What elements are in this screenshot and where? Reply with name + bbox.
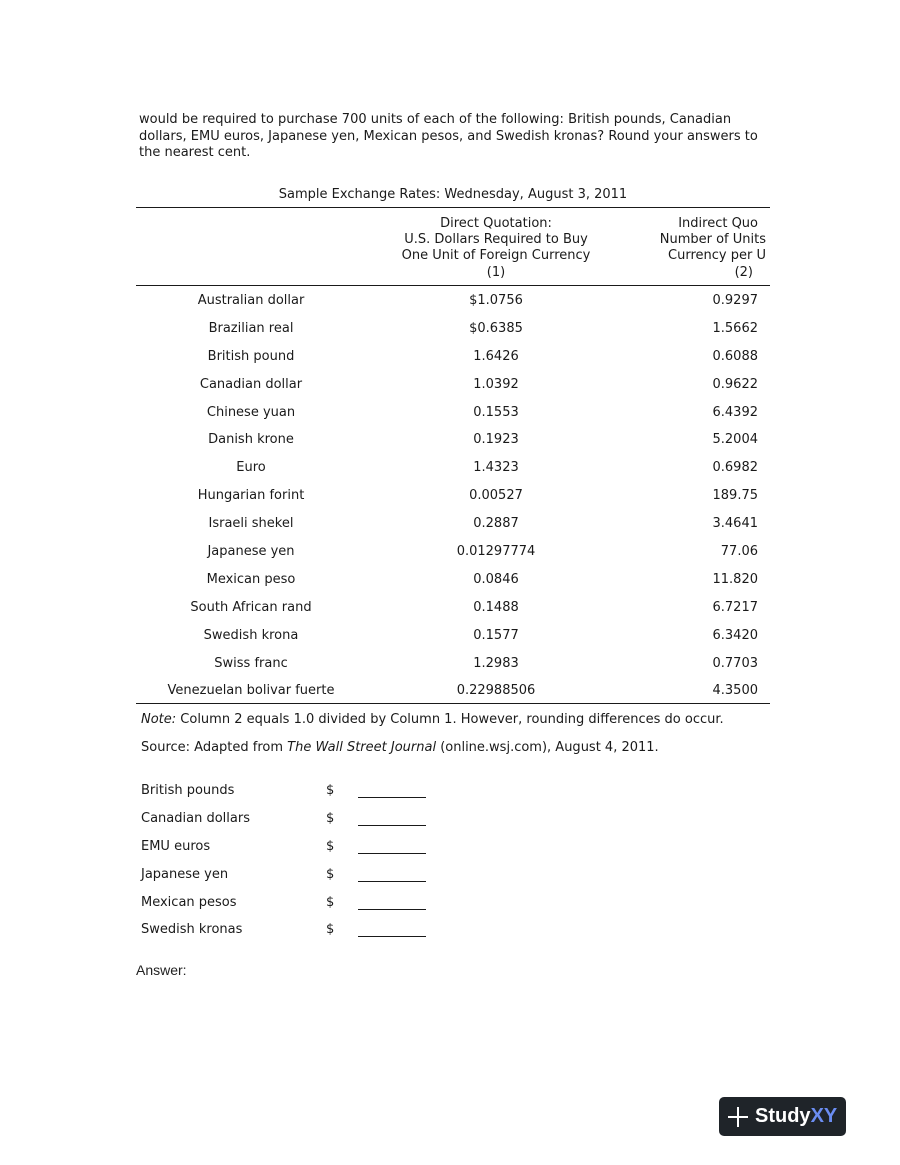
currency-name: Japanese yen	[207, 544, 295, 560]
answer-row-british-pounds	[141, 783, 441, 811]
indirect-header-line: Indirect Quo	[678, 216, 758, 231]
exchange-rate-table	[136, 207, 770, 707]
note-text: Column 2 equals 1.0 divided by Column 1. However, rounding differences do occur.	[176, 712, 724, 727]
answer-blank[interactable]	[358, 909, 426, 910]
indirect-header-line: (2)	[734, 264, 753, 280]
direct-header-line: U.S. Dollars Required to Buy	[404, 232, 588, 248]
table-caption: Sample Exchange Rates: Wednesday, August 3, 2011	[278, 187, 628, 202]
currency-name: Venezuelan bolivar fuerte	[167, 683, 335, 699]
direct-rate: 0.1923	[473, 432, 519, 448]
table-row	[136, 376, 770, 404]
indirect-rate: 1.5662	[712, 320, 758, 336]
answer-blank[interactable]	[358, 797, 426, 798]
direct-rate: 1.6426	[473, 348, 519, 364]
source-suffix: (online.wsj.com), August 4, 2011.	[436, 740, 659, 755]
direct-rate: 1.4323	[473, 460, 519, 476]
answer-label: Mexican pesos	[141, 894, 237, 910]
indirect-rate: 0.6088	[712, 348, 758, 364]
indirect-rate: 189.75	[712, 488, 758, 504]
table-row	[136, 404, 770, 432]
answer-row-swedish-kronas	[141, 922, 441, 950]
indirect-header-line: Currency per U	[668, 248, 766, 264]
direct-rate: $1.0756	[469, 293, 523, 308]
currency-name: Euro	[236, 460, 266, 476]
direct-rate: 0.01297774	[456, 544, 536, 560]
answer-row-japanese-yen	[141, 867, 441, 895]
direct-rate: $0.6385	[469, 320, 523, 336]
question-text: would be required to purchase 700 units of each of the following: British pounds, Canadian dollars, EMU euros, Japanese yen, Mexican pesos, and Swedish kronas? Round your answers to the nearest cent.	[139, 112, 758, 160]
answer-list	[141, 783, 441, 950]
indirect-rate: 77.06	[720, 544, 758, 560]
currency-name: Swedish krona	[203, 627, 299, 643]
plus-icon	[728, 1107, 748, 1127]
answer-blank[interactable]	[358, 881, 426, 882]
answer-row-mexican-pesos	[141, 895, 441, 923]
studyxy-logo[interactable]	[719, 1097, 846, 1136]
direct-header-line: (1)	[486, 264, 506, 280]
currency-name: Hungarian forint	[197, 488, 305, 504]
answer-blank[interactable]	[358, 936, 426, 937]
indirect-rate: 3.4641	[712, 516, 758, 532]
indirect-rate: 0.6982	[712, 460, 758, 476]
source-publication: The Wall Street Journal	[287, 740, 437, 755]
answer-label: Swedish kronas	[141, 922, 243, 938]
direct-quotation-header	[391, 216, 601, 281]
table-row	[136, 571, 770, 599]
currency-name: Canadian dollar	[199, 376, 303, 392]
indirect-rate: 4.3500	[712, 683, 758, 699]
table-row	[136, 320, 770, 348]
currency-name: Swiss franc	[214, 655, 288, 671]
answer-blank[interactable]	[358, 825, 426, 826]
table-note	[141, 712, 724, 727]
dollar-sign: $	[326, 783, 335, 798]
dollar-sign: $	[326, 838, 335, 854]
answer-blank[interactable]	[358, 853, 426, 854]
table-row	[136, 599, 770, 627]
table-row	[136, 627, 770, 655]
dollar-sign: $	[326, 866, 335, 882]
direct-header-line: One Unit of Foreign Currency	[401, 248, 591, 264]
table-row	[136, 543, 770, 571]
table-bottom-rule	[136, 703, 770, 704]
table-row	[136, 487, 770, 515]
brand-name-main: Study	[755, 1105, 811, 1127]
direct-rate: 0.1577	[473, 627, 519, 643]
indirect-rate: 6.4392	[712, 404, 758, 420]
table-row	[136, 459, 770, 487]
dollar-sign: $	[326, 810, 335, 826]
table-row	[136, 292, 770, 320]
direct-rate: 0.2887	[473, 516, 519, 532]
currency-name: Danish krone	[208, 432, 294, 448]
table-row	[136, 431, 770, 459]
answer-row-canadian-dollars	[141, 811, 441, 839]
direct-rate: 0.00527	[469, 488, 523, 504]
currency-name: Brazilian real	[208, 320, 294, 336]
currency-name: Australian dollar	[197, 293, 305, 308]
answer-row-emu-euros	[141, 839, 441, 867]
table-header-rule	[136, 285, 770, 286]
indirect-rate: 11.820	[712, 571, 758, 587]
currency-name: South African rand	[190, 599, 312, 615]
dollar-sign: $	[326, 922, 335, 938]
currency-name: British pound	[207, 348, 295, 364]
indirect-rate: 6.3420	[712, 627, 758, 643]
indirect-rate: 0.9297	[712, 293, 758, 308]
indirect-rate: 5.2004	[712, 432, 758, 448]
answer-label: British pounds	[141, 783, 235, 798]
table-row	[136, 515, 770, 543]
source-prefix: Source: Adapted from	[141, 740, 288, 755]
direct-rate: 1.0392	[473, 376, 519, 392]
direct-rate: 0.0846	[473, 571, 519, 587]
indirect-rate: 0.9622	[712, 376, 758, 392]
answer-label: EMU euros	[141, 838, 211, 854]
currency-name: Chinese yuan	[206, 404, 296, 420]
answer-heading: Answer:	[136, 962, 187, 978]
table-body	[136, 292, 770, 707]
direct-rate: 1.2983	[473, 655, 519, 671]
indirect-rate: 6.7217	[712, 599, 758, 615]
brand-name-accent: XY	[810, 1105, 838, 1127]
indirect-rate: 0.7703	[712, 655, 758, 671]
indirect-quotation-header	[636, 216, 770, 281]
table-source	[141, 740, 659, 755]
direct-rate: 0.1488	[473, 599, 519, 615]
direct-rate: 0.22988506	[456, 683, 536, 699]
direct-rate: 0.1553	[473, 404, 519, 420]
table-row	[136, 655, 770, 683]
table-top-rule	[136, 207, 770, 208]
dollar-sign: $	[326, 894, 335, 910]
table-row	[136, 348, 770, 376]
currency-name: Mexican peso	[206, 571, 296, 587]
direct-header-line: Direct Quotation:	[440, 216, 552, 231]
answer-label: Japanese yen	[141, 866, 229, 882]
currency-name: Israeli shekel	[208, 516, 294, 532]
indirect-header-line: Number of Units	[659, 232, 766, 248]
brand-name	[755, 1105, 837, 1128]
answer-label: Canadian dollars	[141, 810, 250, 826]
note-label: Note:	[141, 712, 177, 727]
